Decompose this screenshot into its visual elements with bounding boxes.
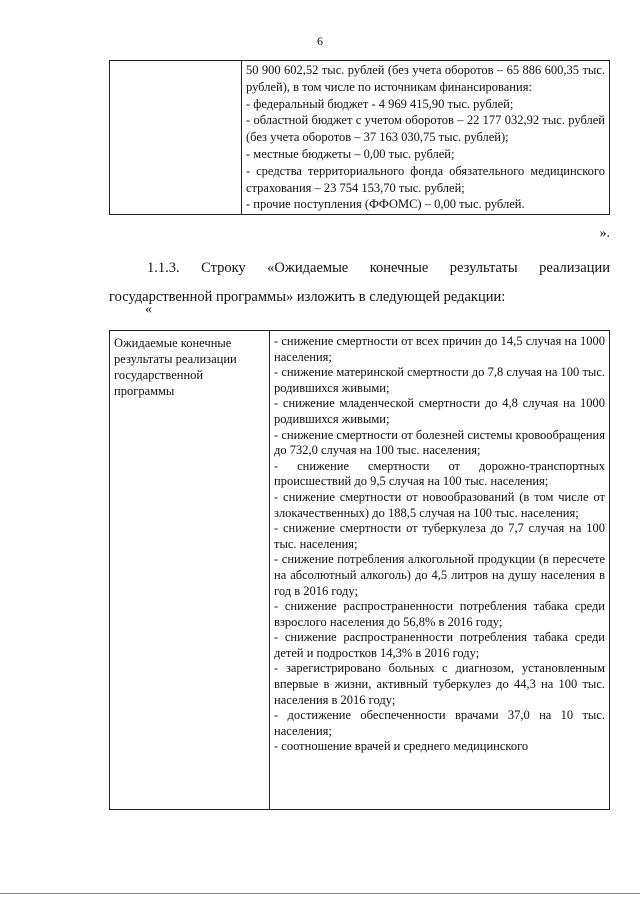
result-item: - зарегистрировано больных с диагнозом, установленным впервые в жизни, активный туберкулез до 44,3 на 100 тыс. населения в 2016 году;: [274, 661, 605, 707]
opening-quote: «: [145, 302, 152, 317]
result-item: - соотношение врачей и среднего медицинского: [274, 739, 529, 754]
expected-results-label: Ожидаемые конечные результаты реализации государственной программы: [110, 331, 270, 810]
result-item: - снижение смертности от болезней системы кровообращения до 732,0 случая на 100 тыс. населения;: [274, 427, 605, 458]
funding-table-empty-cell: [110, 61, 242, 215]
result-item: - снижение смертности от новообразований (в том числе от злокачественных) до 188,5 случая на 100 тыс. населения;: [274, 489, 605, 520]
funding-regional-text: - областной бюджет с учетом оборотов – 22 177 032,92 тыс. рублей (без учета оборотов – 37 163 030,75 тыс. рублей);: [246, 113, 605, 145]
expected-results-list: [270, 331, 610, 810]
result-item: - снижение смертности от дорожно-транспортных происшествий до 9,5 случая на 100 тыс. населения;: [274, 458, 605, 489]
expected-results-table: [109, 330, 610, 810]
result-item: - снижение распространенности потребления табака среди детей и подростков 14,3% в 2016 году;: [274, 630, 605, 660]
funding-sources-cell: [242, 61, 610, 215]
funding-total-text: 50 900 602,52 тыс. рублей (без учета оборотов – 65 886 600,35 тыс. рублей), в том числе по источникам финансирования:: [246, 63, 605, 94]
result-item: - снижение смертности от туберкулеза до 7,7 случая на 100 тыс. населения;: [274, 521, 605, 551]
result-item: - снижение потребления алкогольной продукции (в пересчете на абсолютный алкоголь) до 4,5 литров на душу населения в год в 2016 году;: [274, 552, 605, 598]
scan-bottom-rule: [0, 893, 640, 894]
result-item: - снижение распространенности потребления табака среди взрослого населения до 56,8% в 2016 году;: [274, 599, 605, 629]
funding-other-text: - прочие поступления (ФФОМС) – 0,00 тыс. рублей.: [246, 197, 525, 212]
closing-quote: ».: [599, 226, 610, 241]
page-number: 6: [317, 34, 323, 48]
result-item: - снижение материнской смертности до 7,8 случая на 100 тыс. родившихся живыми;: [274, 365, 605, 395]
amendment-paragraph-first-line: 1.1.3. Строку «Ожидаемые конечные результаты реализации: [147, 260, 610, 276]
funding-table-continuation: [109, 60, 610, 215]
result-item: - снижение смертности от всех причин до 14,5 случая на 1000 населения;: [274, 334, 605, 364]
funding-federal-text: - федеральный бюджет - 4 969 415,90 тыс. рублей;: [246, 96, 514, 111]
funding-insurance-fund-text: - средства территориального фонда обязательного медицинского страхования – 23 754 153,70 тыс. рублей;: [246, 163, 605, 195]
amendment-paragraph-rest: государственной программы» изложить в следующей редакции:: [109, 289, 506, 305]
result-item: - снижение младенческой смертности до 4,8 случая на 1000 родившихся живыми;: [274, 396, 605, 426]
result-item: - достижение обеспеченности врачами 37,0 на 10 тыс. населения;: [274, 708, 605, 738]
amendment-paragraph: [109, 254, 610, 312]
funding-local-text: - местные бюджеты – 0,00 тыс. рублей;: [246, 146, 455, 161]
